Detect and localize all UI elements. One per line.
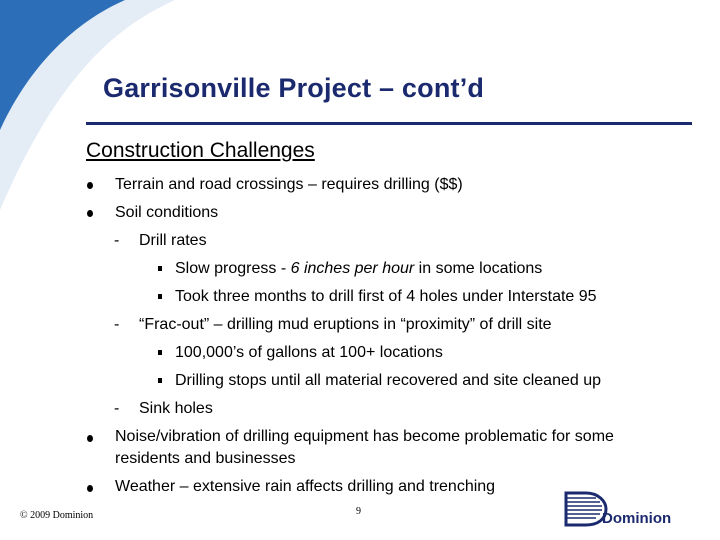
dash-marker: - bbox=[114, 316, 120, 333]
list-item: 100,000’s of gallons at 100+ locations bbox=[175, 344, 443, 361]
bullet-square-icon bbox=[158, 294, 162, 299]
list-item: Drill rates bbox=[139, 232, 207, 249]
list-item bbox=[115, 426, 614, 470]
list-item bbox=[175, 258, 542, 280]
item-line: residents and businesses bbox=[115, 450, 296, 467]
item-text: Slow progress - bbox=[175, 260, 291, 277]
dash-marker: - bbox=[114, 400, 120, 417]
bullet-dot-icon bbox=[87, 485, 93, 492]
bullet-dot-icon bbox=[87, 435, 93, 442]
bullet-square-icon bbox=[158, 378, 162, 383]
bullet-square-icon bbox=[158, 350, 162, 355]
list-item: Soil conditions bbox=[115, 204, 219, 221]
emphasized-text: 6 inches per hour bbox=[290, 260, 415, 277]
dash-marker: - bbox=[114, 232, 120, 249]
list-item: “Frac-out” – drilling mud eruptions in “proximity” of drill site bbox=[139, 316, 552, 333]
bullet-dot-icon bbox=[87, 182, 93, 189]
item-line: Noise/vibration of drilling equipment has become problematic for some bbox=[115, 428, 614, 445]
list-item: Terrain and road crossings – requires drilling ($$) bbox=[115, 176, 463, 193]
list-item: Took three months to drill first of 4 holes under Interstate 95 bbox=[175, 288, 597, 305]
list-item: Drilling stops until all material recovered and site cleaned up bbox=[175, 372, 601, 389]
item-text: in some locations bbox=[414, 260, 543, 277]
page-number: 9 bbox=[356, 506, 361, 517]
bullet-dot-icon bbox=[87, 210, 93, 217]
dominion-logo-text: Dominion bbox=[602, 510, 672, 527]
copyright-notice: © 2009 Dominion bbox=[20, 510, 94, 521]
bullet-square-icon bbox=[158, 266, 162, 271]
list-item: Sink holes bbox=[139, 400, 213, 417]
title-divider bbox=[86, 122, 692, 125]
slide-title: Garrisonville Project – cont’d bbox=[103, 73, 485, 103]
section-heading: Construction Challenges bbox=[86, 139, 315, 162]
list-item: Weather – extensive rain affects drilling and trenching bbox=[115, 478, 496, 495]
